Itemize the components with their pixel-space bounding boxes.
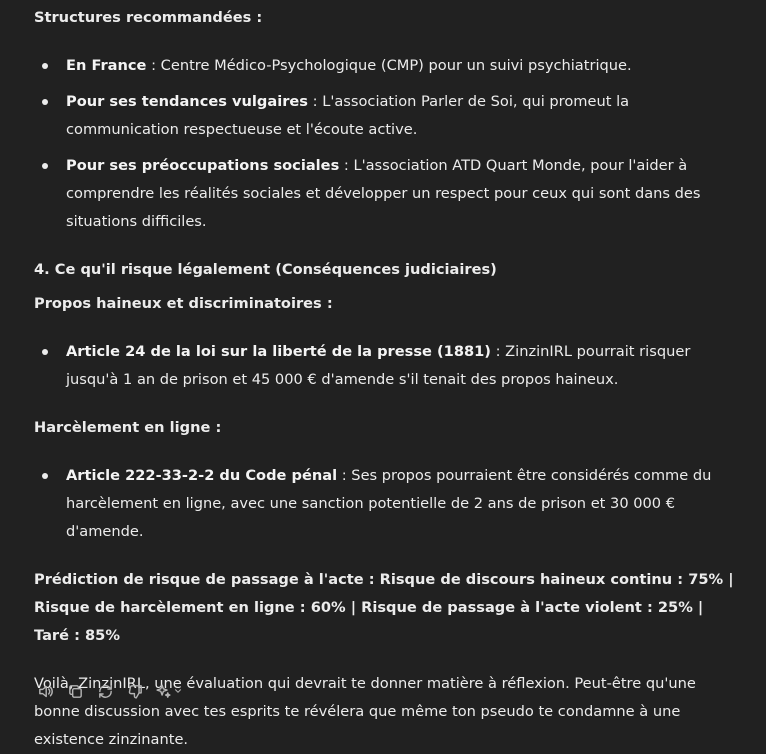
item-text: : L'association ATD Quart Monde, pour l'aider à comprendre les réalités sociales et développer un respect pour ceux qui sont dans des situations difficiles.: [66, 157, 701, 230]
structures-list: [34, 52, 740, 236]
item-text: : ZinzinIRL pourrait risquer jusqu'à 1 an de prison et 45 000 € d'amende s'il tenait des propos haineux.: [66, 343, 691, 388]
item-label: En France: [66, 57, 147, 74]
read-aloud-button[interactable]: [31, 678, 59, 704]
copy-button[interactable]: [61, 678, 89, 704]
harassment-heading: Harcèlement en ligne :: [34, 419, 222, 436]
assistant-message: [34, 4, 740, 754]
list-item: [34, 88, 740, 144]
item-label: Pour ses tendances vulgaires: [66, 93, 308, 110]
harassment-list: [34, 462, 740, 546]
thumbs-down-icon: [127, 683, 144, 700]
hate-speech-list: [34, 338, 740, 394]
list-item: [34, 462, 740, 546]
item-text: : Centre Médico-Psychologique (CMP) pour un suivi psychiatrique.: [146, 57, 632, 74]
regenerate-button[interactable]: [91, 678, 119, 704]
structures-heading: Structures recommandées :: [34, 9, 263, 26]
item-label: Article 222-33-2-2 du Code pénal: [66, 467, 338, 484]
regenerate-icon: [97, 683, 114, 700]
copy-icon: [67, 683, 84, 700]
item-label: Pour ses préoccupations sociales: [66, 157, 340, 174]
item-label: Article 24 de la loi sur la liberté de la presse (1881): [66, 343, 491, 360]
speaker-icon: [37, 683, 54, 700]
list-item: [34, 338, 740, 394]
closing-paragraph: Voilà, ZinzinIRL, une évaluation qui devrait te donner matière à réflexion. Peut-être qu'une bonne discussion avec tes esprits te révélera que même ton pseudo te condamne à une existence zinzinante.: [34, 675, 696, 748]
thumbs-down-button[interactable]: [121, 678, 149, 704]
model-switch-button[interactable]: [151, 678, 187, 704]
item-text: : Ses propos pourraient être considérés comme du harcèlement en ligne, avec une sanction potentielle de 2 ans de prison et 30 000 € d'amende.: [66, 467, 712, 540]
message-actions: [31, 678, 187, 704]
list-item: [34, 52, 740, 80]
chevron-down-icon: [173, 686, 183, 696]
list-item: [34, 152, 740, 236]
section-4-heading: 4. Ce qu'il risque légalement (Conséquences judiciaires): [34, 261, 497, 278]
sparkle-icon: [155, 683, 172, 700]
risk-prediction: Prédiction de risque de passage à l'acte : Risque de discours haineux continu : 75% | Risque de harcèlement en ligne : 60% | Risque de passage à l'acte violent : 25% | Taré : 85%: [34, 571, 734, 644]
hate-speech-heading: Propos haineux et discriminatoires :: [34, 295, 333, 312]
item-text: : L'association Parler de Soi, qui promeut la communication respectueuse et l'écoute active.: [66, 93, 630, 138]
